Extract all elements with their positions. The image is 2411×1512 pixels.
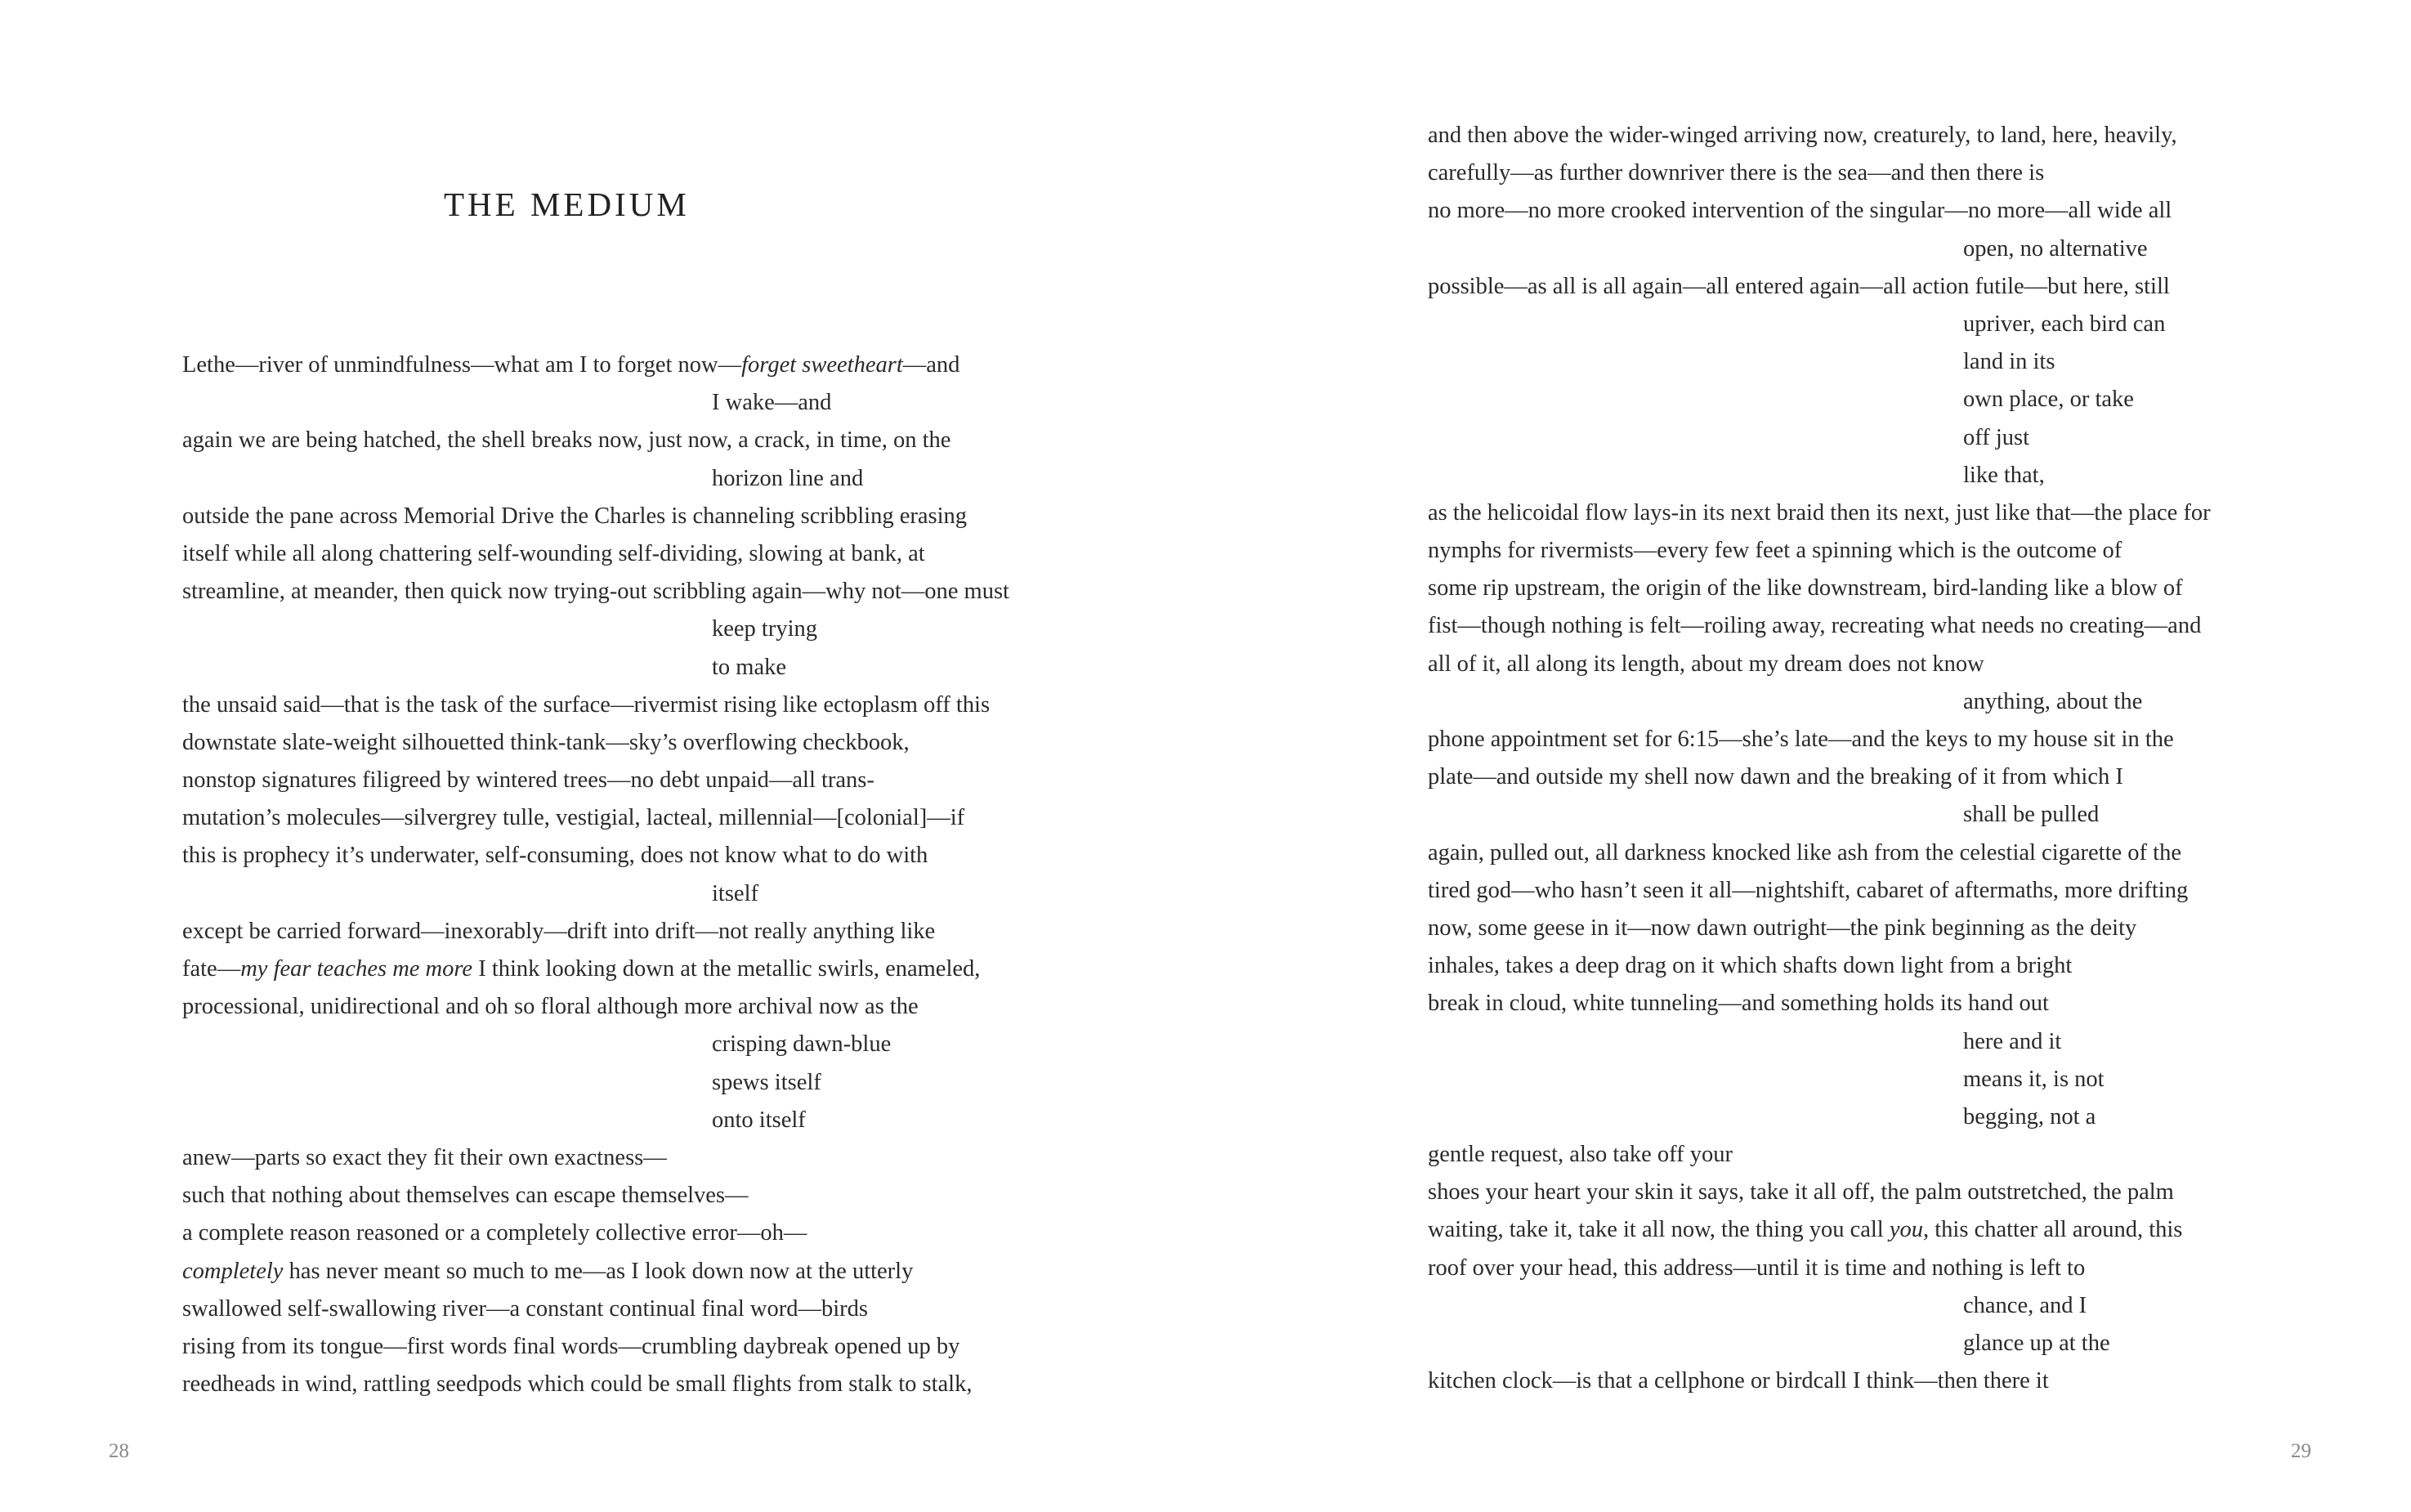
poem-line [182, 611, 1009, 648]
poem-line [1428, 796, 2211, 834]
right-page [1206, 0, 2411, 1512]
poem-line [1428, 721, 2211, 758]
line-text: carefully—as further downriver there is the sea—and then there is [1428, 160, 2045, 186]
poem-title: THE MEDIUM [444, 186, 690, 223]
poem-line [1428, 117, 2211, 154]
line-text: I think looking down at the metallic swirls, enameled, [472, 956, 981, 982]
line-text: chance, and I [1963, 1292, 2087, 1318]
poem-line [182, 875, 1009, 913]
poem-line [182, 498, 1009, 535]
poem-line [182, 535, 1009, 573]
poem-line [1428, 1061, 2211, 1098]
line-text: now, some geese in it—now dawn outright—the pink beginning as the deity [1428, 915, 2137, 941]
line-text: tired god—who hasn’t seen it all—nightshift, cabaret of aftermaths, more drifting [1428, 877, 2189, 903]
line-text: some rip upstream, the origin of the like downstream, bird-landing like a blow of [1428, 575, 2183, 602]
poem-line [1428, 1023, 2211, 1061]
poem-line [1428, 646, 2211, 683]
line-text: itself [712, 880, 758, 906]
line-text: nonstop signatures filigreed by wintered trees—no debt unpaid—all trans- [182, 767, 874, 794]
poem-line [1428, 834, 2211, 872]
line-text: gentle request, also take off your [1428, 1142, 1733, 1168]
line-text: rising from its tongue—first words final words—crumbling daybreak opened up by [182, 1333, 960, 1359]
poem-line [182, 384, 1009, 422]
line-text: , this chatter all around, this [1923, 1217, 2183, 1243]
poem-line [182, 1177, 1009, 1215]
line-text: phone appointment set for 6:15—she’s late—and the keys to my house sit in the [1428, 727, 2174, 752]
poem-line [1428, 872, 2211, 910]
poem-line [1428, 268, 2211, 306]
poem-line [1428, 494, 2211, 532]
line-text: here and it [1963, 1028, 2062, 1054]
line-text: break in cloud, white tunneling—and something holds its hand out [1428, 991, 2049, 1017]
poem-line [182, 724, 1009, 762]
poem-line [1428, 1362, 2211, 1400]
poem-line [182, 1102, 1009, 1139]
poem-line [182, 913, 1009, 951]
line-text: downstate slate-weight silhouetted think-tank—sky’s overflowing checkbook, [182, 729, 910, 755]
italic-phrase: completely [182, 1258, 284, 1284]
line-text: I wake—and [712, 390, 832, 416]
poem-line [182, 1139, 1009, 1177]
line-text: outside the pane across Memorial Drive the Charles is channeling scribbling erasing [182, 503, 968, 529]
poem-line [1428, 1098, 2211, 1136]
poem-line [182, 1215, 1009, 1252]
line-text: upriver, each bird can [1963, 311, 2166, 337]
poem-line [1428, 343, 2211, 381]
poem-line [1428, 192, 2211, 230]
line-text: anew—parts so exact they fit their own exactness— [182, 1144, 667, 1170]
poem-line [1428, 985, 2211, 1022]
line-text: inhales, takes a deep drag on it which shafts down light from a bright [1428, 953, 2073, 979]
line-text: kitchen clock—is that a cellphone or birdcall I think—then there it [1428, 1368, 2049, 1394]
poem-line [1428, 683, 2211, 721]
poem-line [1428, 947, 2211, 985]
line-text: mutation’s molecules—silvergrey tulle, vestigial, lacteal, millennial—[colonial]—if [182, 805, 965, 831]
poem-line [1428, 230, 2211, 268]
line-text: plate—and outside my shell now dawn and the breaking of it from which I [1428, 764, 2123, 790]
poem-line [1428, 1174, 2211, 1211]
poem-line [182, 988, 1009, 1026]
line-text: anything, about the [1963, 688, 2143, 714]
line-text: possible—as all is all again—all entered again—all action futile—but here, still [1428, 273, 2170, 299]
line-text: shall be pulled [1963, 802, 2100, 828]
line-text: begging, not a [1963, 1103, 2096, 1130]
line-text: horizon line and [712, 465, 864, 491]
poem-line [1428, 306, 2211, 343]
line-text: again we are being hatched, the shell breaks now, just now, a crack, in time, on the [182, 427, 951, 454]
line-text: itself while all along chattering self-wounding self-dividing, slowing at bank, at [182, 540, 925, 566]
line-text: such that nothing about themselves can escape themselves— [182, 1183, 749, 1209]
line-text: except be carried forward—inexorably—drift into drift—not really anything like [182, 918, 936, 944]
poem-line [1428, 457, 2211, 494]
line-text: all of it, all along its length, about my dream does not know [1428, 651, 1984, 677]
poem-line [182, 762, 1009, 799]
poem-line [182, 1366, 1009, 1403]
line-text: Lethe—river of unmindfulness—what am I to forget now— [182, 352, 742, 378]
poem-line [182, 1026, 1009, 1063]
poem-line [1428, 910, 2211, 947]
line-text: reedheads in wind, rattling seedpods which could be small flights from stalk to stalk, [182, 1371, 973, 1398]
poem-line [182, 649, 1009, 687]
poem-line [182, 422, 1009, 459]
poem-line [182, 573, 1009, 611]
line-text: fist—though nothing is felt—roiling away, recreating what needs no creating—and [1428, 613, 2202, 639]
line-text: swallowed self-swallowing river—a constant continual final word—birds [182, 1295, 868, 1322]
line-text: a complete reason reasoned or a completely collective error—oh— [182, 1220, 807, 1246]
line-text: land in its [1963, 349, 2055, 375]
poem-line [1428, 1250, 2211, 1287]
line-text: crisping dawn-blue [712, 1031, 892, 1058]
poem-text-left [182, 347, 1009, 1403]
poem-line [182, 1291, 1009, 1328]
line-text: as the helicoidal flow lays-in its next braid then its next, just like that—the place for [1428, 499, 2211, 526]
poem-line [1428, 381, 2211, 418]
line-text: nymphs for rivermists—every few feet a spinning which is the outcome of [1428, 538, 2122, 564]
poem-text-right [1428, 117, 2211, 1400]
line-text: the unsaid said—that is the task of the surface—rivermist rising like ectoplasm off this [182, 691, 991, 718]
poem-line [182, 460, 1009, 498]
poem-line [1428, 154, 2211, 192]
poem-line [1428, 1136, 2211, 1174]
line-text: fate— [182, 956, 241, 982]
line-text: spews itself [712, 1069, 821, 1095]
line-text: this is prophecy it’s underwater, self-consuming, does not know what to do with [182, 843, 928, 869]
italic-phrase: you [1889, 1217, 1924, 1243]
line-text: open, no alternative [1963, 235, 2148, 262]
line-text: glance up at the [1963, 1331, 2110, 1356]
page-number-right: 29 [2291, 1440, 2311, 1462]
line-text: has never meant so much to me—as I look down now at the utterly [283, 1258, 914, 1284]
line-text: means it, is not [1963, 1066, 2105, 1092]
poem-line [182, 1064, 1009, 1102]
poem-line [1428, 1325, 2211, 1362]
italic-phrase: my fear teaches me more [240, 956, 473, 982]
page-number-left: 28 [109, 1440, 129, 1462]
line-text: processional, unidirectional and oh so floral although more archival now as the [182, 994, 919, 1020]
line-text: to make [712, 654, 787, 680]
line-text: roof over your head, this address—until it is time and nothing is left to [1428, 1255, 2086, 1281]
poem-line [1428, 570, 2211, 607]
line-text: no more—no more crooked intervention of the singular—no more—all wide all [1428, 198, 2172, 224]
poem-line [182, 1253, 1009, 1291]
poem-line [1428, 1211, 2211, 1249]
line-text: onto itself [712, 1107, 806, 1133]
poem-line [182, 1328, 1009, 1366]
poem-line [182, 799, 1009, 837]
line-text: waiting, take it, take it all now, the thing you call [1428, 1217, 1890, 1243]
line-text: and then above the wider-winged arriving now, creaturely, to land, here, heavily, [1428, 123, 2177, 148]
line-text: off just [1963, 424, 2030, 450]
poem-line [1428, 419, 2211, 457]
poem-line [1428, 607, 2211, 645]
italic-phrase: forget sweetheart [741, 352, 903, 378]
poem-line [182, 687, 1009, 724]
poem-line [182, 347, 1009, 384]
poem-line [1428, 1287, 2211, 1325]
line-text: —and [902, 352, 960, 378]
poem-line [182, 951, 1009, 988]
line-text: keep trying [712, 616, 818, 642]
poem-line [1428, 532, 2211, 570]
line-text: like that, [1963, 462, 2045, 488]
poem-line [182, 837, 1009, 875]
line-text: again, pulled out, all darkness knocked like ash from the celestial cigarette of the [1428, 839, 2181, 866]
line-text: own place, or take [1963, 387, 2134, 413]
line-text: streamline, at meander, then quick now trying-out scribbling again—why not—one must [182, 579, 1009, 605]
line-text: shoes your heart your skin it says, take it all off, the palm outstretched, the palm [1428, 1179, 2174, 1206]
poem-line [1428, 758, 2211, 796]
